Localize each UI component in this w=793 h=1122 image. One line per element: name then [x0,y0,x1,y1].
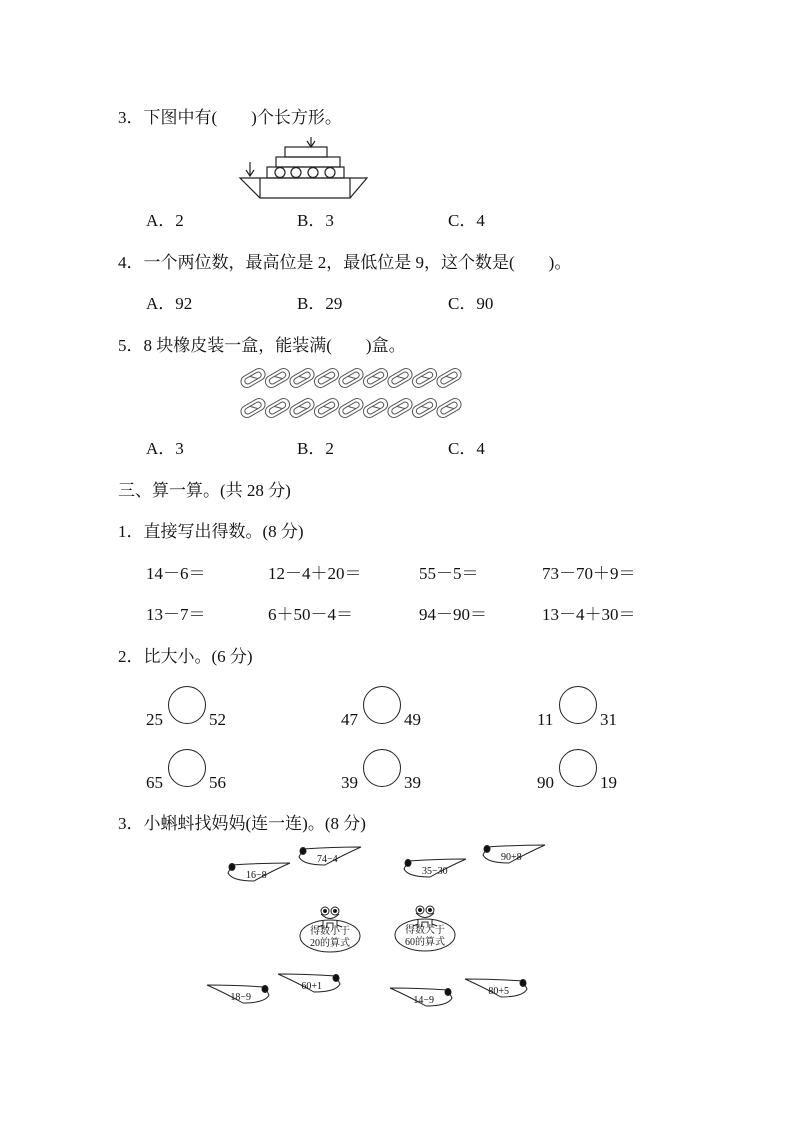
q5-option-b[interactable]: B．2 [297,439,334,458]
tadpole-card[interactable] [278,974,340,992]
compare-right-number: 31 [600,710,617,729]
q4-option-b[interactable]: B．29 [297,294,343,313]
q3-option-b[interactable]: B．3 [297,211,334,230]
compare-left-number: 65 [146,773,163,792]
tadpole-expression: 60+1 [301,981,322,992]
tadpole-expression: 16−8 [246,870,267,881]
calc-item: 12－4＋20＝ [268,564,362,583]
tadpole-card[interactable] [390,988,452,1006]
compare-right-number: 39 [404,773,421,792]
compare-left-number: 11 [537,710,554,729]
compare-left-number: 25 [146,710,163,729]
tadpole-expression: 74−4 [317,854,338,865]
q5-option-a[interactable]: A．3 [146,439,184,458]
compare-left-number: 90 [537,773,554,792]
compare-left-number: 47 [341,710,358,729]
q5-option-c[interactable]: C．4 [448,439,485,458]
tadpole-card[interactable] [207,985,269,1003]
calc-item: 55－5＝ [419,564,479,583]
tadpole-card[interactable] [228,863,290,881]
tadpole-card[interactable] [299,847,361,865]
calc-item: 73－70＋9＝ [542,564,636,583]
frog-label-line1: 得数小于 [310,926,350,937]
frog-label-line2: 20的算式 [310,938,350,949]
calc-title: 1．直接写出得数。(8 分) [118,522,304,541]
tadpole-card[interactable] [465,979,527,997]
tadpole-expression: 14−9 [413,995,434,1006]
q4-stem: 4．一个两位数，最高位是 2，最低位是 9，这个数是( )。 [118,253,572,272]
tadpole-expression: 35−30 [422,866,448,877]
tadpole-card[interactable] [404,859,466,877]
tadpole-card[interactable] [483,845,545,863]
compare-right-number: 52 [209,710,226,729]
calc-item: 13－4＋30＝ [542,605,636,624]
compare-title: 2．比大小。(6 分) [118,647,253,666]
section-3-title: 三、算一算。(共 28 分) [118,481,291,500]
compare-right-number: 56 [209,773,226,792]
compare-right-number: 49 [404,710,421,729]
q3-option-c[interactable]: C．4 [448,211,485,230]
compare-right-number: 19 [600,773,617,792]
calc-item: 13－7＝ [146,605,206,624]
q5-stem: 5．8 块橡皮装一盒，能装满( )盒。 [118,336,406,355]
tadpole-expression: 18−9 [230,992,251,1003]
tadpole-title: 3．小蝌蚪找妈妈(连一连)。(8 分) [118,814,366,833]
frog-label-line2: 60的算式 [405,937,445,948]
calc-item: 94－90＝ [419,605,487,624]
q3-stem: 3．下图中有( )个长方形。 [118,108,342,127]
q4-option-c[interactable]: C．90 [448,294,494,313]
frog-card[interactable] [395,906,455,951]
compare-left-number: 39 [341,773,358,792]
tadpole-expression: 80+5 [488,986,509,997]
calc-item: 6＋50－4＝ [268,605,353,624]
tadpole-expression: 90+8 [501,852,522,863]
q4-option-a[interactable]: A．92 [146,294,193,313]
q3-option-a[interactable]: A．2 [146,211,184,230]
frog-label-line1: 得数大于 [405,925,445,936]
calc-item: 14－6＝ [146,564,206,583]
frog-card[interactable] [300,907,360,952]
